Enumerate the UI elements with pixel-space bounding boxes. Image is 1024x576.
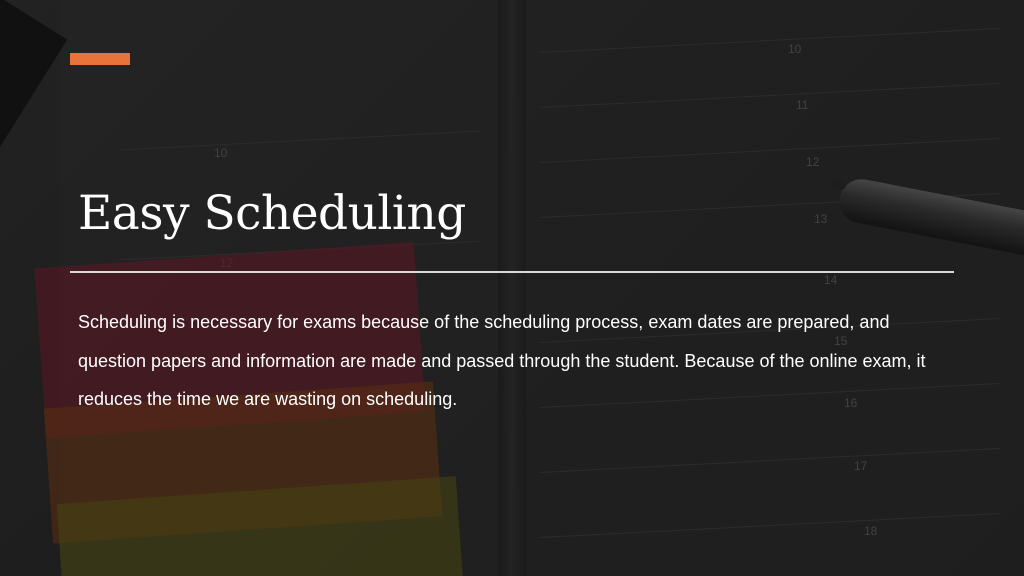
planner-hour-number: 13 xyxy=(814,212,828,226)
planner-hour-number: 16 xyxy=(844,396,858,410)
slide-title: Easy Scheduling xyxy=(78,186,466,241)
planner-hour-number: 11 xyxy=(796,98,809,112)
planner-hour-number: 18 xyxy=(864,524,878,538)
planner-hour-number: 17 xyxy=(854,459,868,473)
planner-hour-number: 12 xyxy=(806,155,820,169)
planner-hour-number: 10 xyxy=(788,42,802,56)
accent-bar xyxy=(70,53,130,65)
title-divider xyxy=(70,271,954,273)
slide-body-text: Scheduling is necessary for exams because of the scheduling process, exam dates are prepared, and question papers and information are made and passed through the student. Because of the online exam, it reduces the time we are wasting on scheduling. xyxy=(78,312,926,409)
planner-hour-number: 14 xyxy=(824,273,838,287)
planner-hour-number: 15 xyxy=(834,334,848,348)
planner-hour-number: 10 xyxy=(214,146,228,160)
